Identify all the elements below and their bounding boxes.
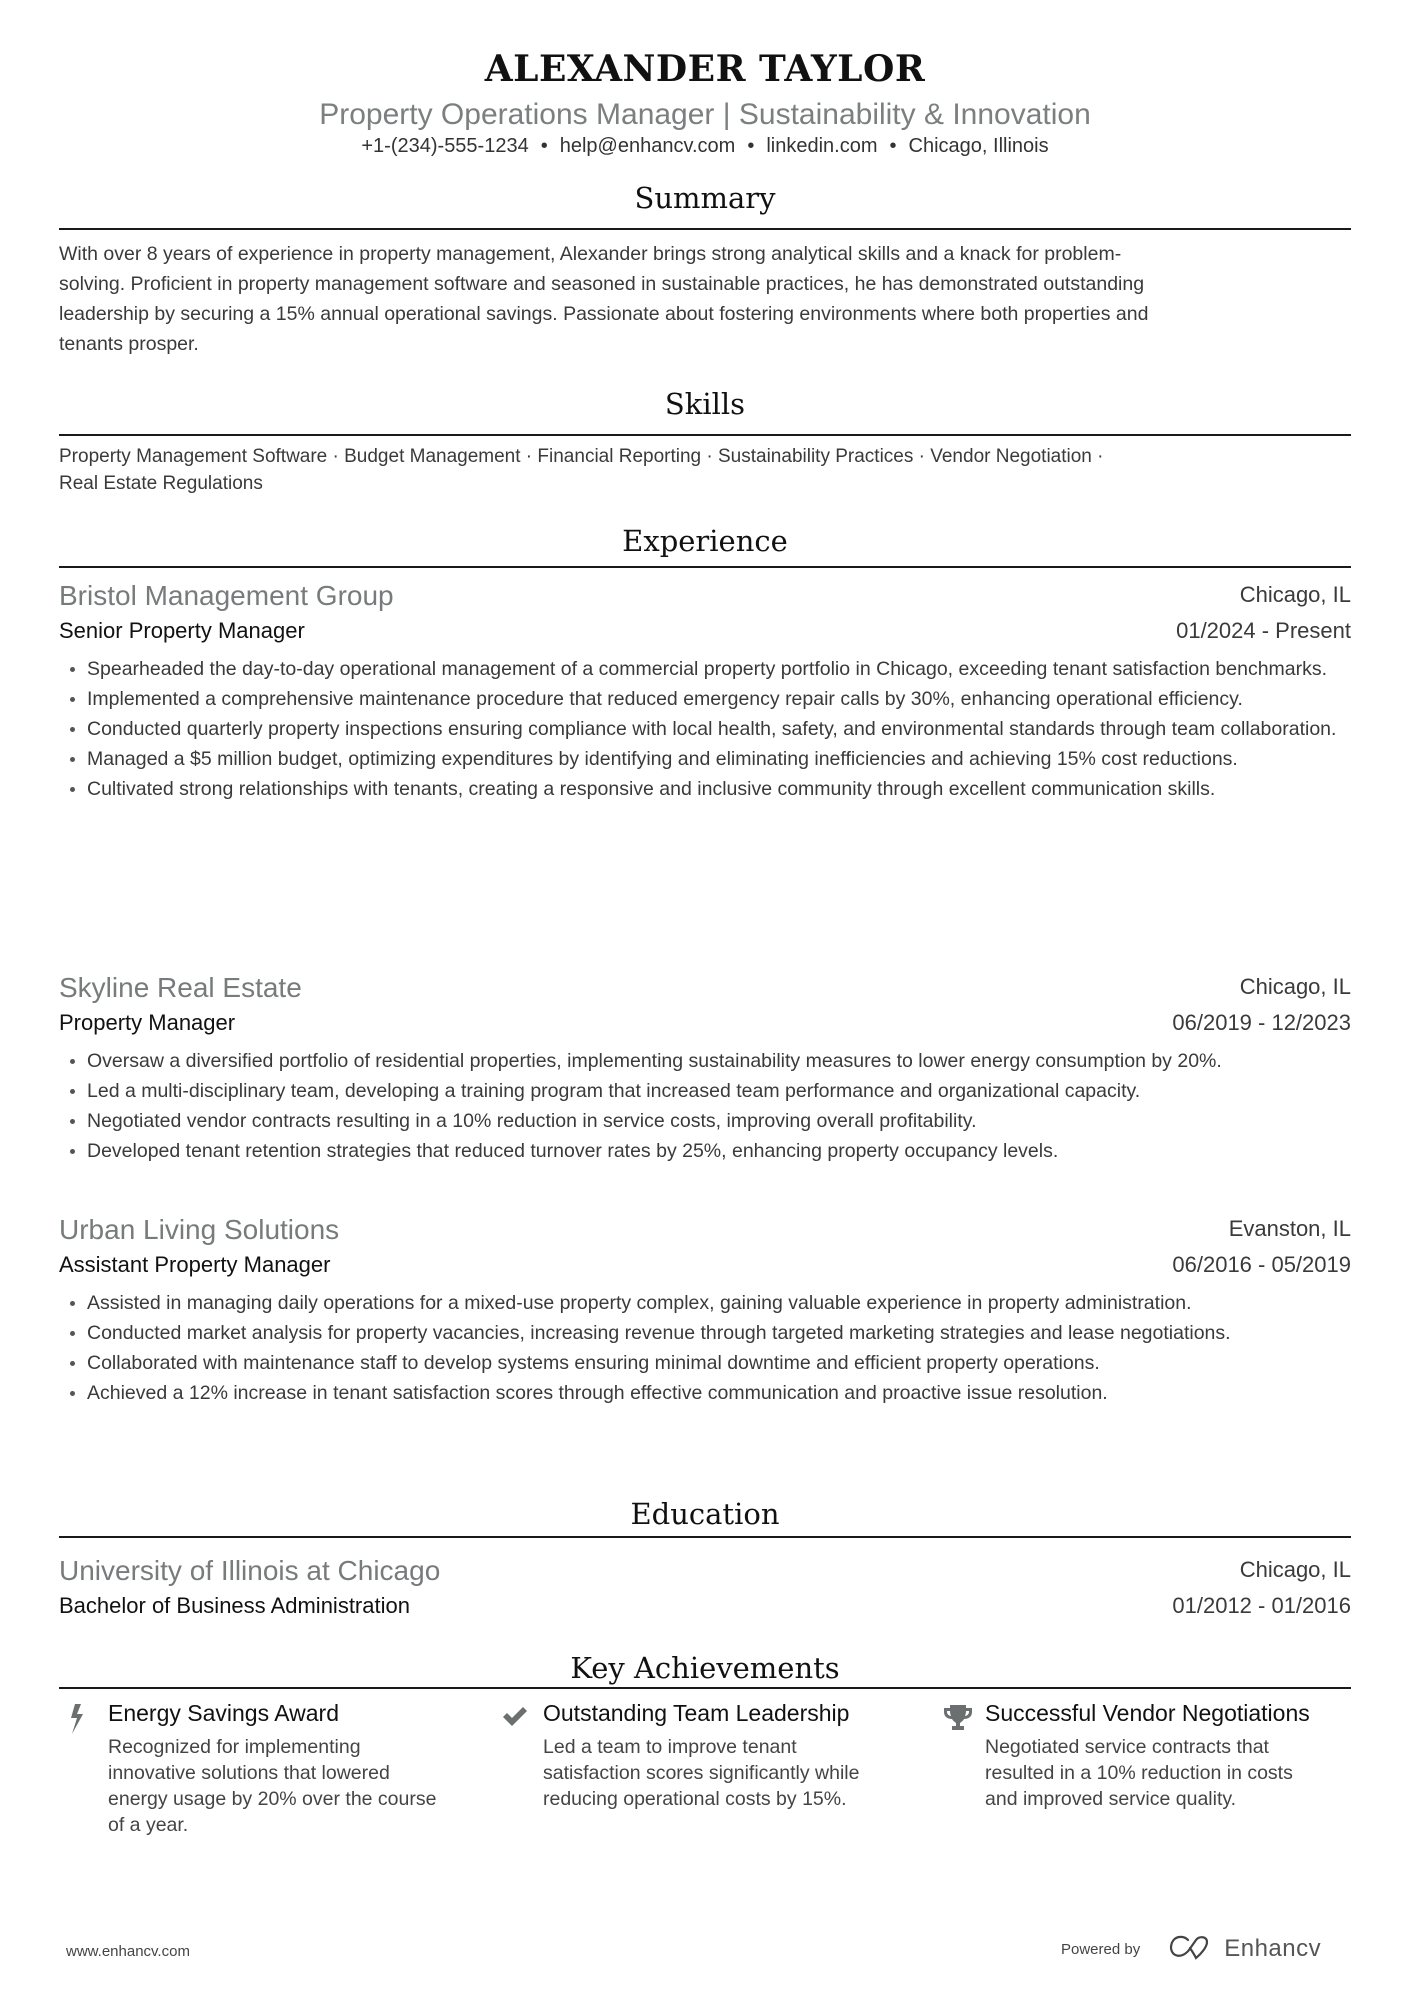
achievement-title: Outstanding Team Leadership bbox=[543, 1700, 850, 1726]
bullet-item: Managed a $5 million budget, optimizing expenditures by identifying and eliminating inefficiencies and achieving 15% cost reductions. bbox=[59, 744, 1351, 774]
bullet-item: Negotiated vendor contracts resulting in a 10% reduction in service costs, improving overall profitability. bbox=[59, 1106, 1351, 1136]
bullet-dot-icon bbox=[70, 787, 75, 792]
degree: Bachelor of Business Administration bbox=[59, 1593, 410, 1618]
separator: • bbox=[747, 135, 755, 157]
lightning-bolt-icon bbox=[66, 1704, 94, 1732]
bullet-dot-icon bbox=[70, 1149, 75, 1154]
bullet-item: Oversaw a diversified portfolio of residential properties, implementing sustainability measures to lower energy consumption by 20%. bbox=[59, 1046, 1351, 1076]
skills-list bbox=[59, 443, 1351, 497]
section-title-experience: Experience bbox=[622, 524, 788, 558]
bullet-item: Conducted market analysis for property vacancies, increasing revenue through targeted marketing strategies and lease negotiations. bbox=[59, 1318, 1351, 1348]
headline: Property Operations Manager | Sustainability & Innovation bbox=[319, 98, 1091, 131]
separator: • bbox=[889, 135, 897, 157]
bullet-dot-icon bbox=[70, 1391, 75, 1396]
section-divider bbox=[59, 566, 1351, 568]
company-name: Skyline Real Estate bbox=[59, 972, 302, 1003]
bullet-item: Achieved a 12% increase in tenant satisfaction scores through effective communication and proactive issue resolution. bbox=[59, 1378, 1351, 1408]
experience-entry bbox=[59, 1214, 1351, 1408]
footer-website-link[interactable]: www.enhancv.com bbox=[66, 1943, 190, 1960]
job-location: Chicago, IL bbox=[1239, 582, 1351, 607]
job-title: Assistant Property Manager bbox=[59, 1252, 331, 1277]
bullet-dot-icon bbox=[70, 757, 75, 762]
achievement-description: Recognized for implementing innovative solutions that lowered energy usage by 20% over the course of a year. bbox=[108, 1736, 437, 1836]
job-dates: 06/2019 - 12/2023 bbox=[1172, 1010, 1351, 1035]
trophy-icon bbox=[943, 1704, 971, 1732]
education-entry bbox=[59, 1555, 1351, 1625]
bullet-dot-icon bbox=[70, 1089, 75, 1094]
experience-entry bbox=[59, 972, 1351, 1166]
summary-line: solving. Proficient in property management software and seasoned in sustainable practices, he has demonstrated outstanding bbox=[59, 273, 1145, 295]
section-title-achievements: Key Achievements bbox=[570, 1651, 840, 1685]
bullet-item: Implemented a comprehensive maintenance procedure that reduced emergency repair calls by 30%, enhancing operational efficiency. bbox=[59, 684, 1351, 714]
contact-line bbox=[59, 135, 1351, 158]
candidate-name: ALEXANDER TAYLOR bbox=[484, 48, 926, 90]
section-title-summary: Summary bbox=[634, 181, 776, 215]
bullet-dot-icon bbox=[70, 697, 75, 702]
achievement-title: Successful Vendor Negotiations bbox=[985, 1700, 1310, 1726]
powered-by-label: Powered by bbox=[1061, 1940, 1141, 1958]
company-name: Bristol Management Group bbox=[59, 580, 394, 611]
linkedin-link[interactable]: linkedin.com bbox=[766, 135, 878, 157]
summary-line: leadership by securing a 15% annual operational savings. Passionate about fostering environments where both properties and bbox=[59, 303, 1149, 325]
achievement-title: Energy Savings Award bbox=[108, 1700, 339, 1726]
skills-line: Real Estate Regulations bbox=[59, 473, 263, 494]
bullet-item: Conducted quarterly property inspections ensuring compliance with local health, safety, and environmental standards through team collaboration. bbox=[59, 714, 1351, 744]
bullet-dot-icon bbox=[70, 1331, 75, 1336]
job-dates: 06/2016 - 05/2019 bbox=[1172, 1252, 1351, 1277]
section-divider bbox=[59, 1536, 1351, 1538]
experience-entry bbox=[59, 580, 1351, 804]
job-title: Senior Property Manager bbox=[59, 618, 305, 643]
section-divider bbox=[59, 228, 1351, 230]
job-dates: 01/2024 - Present bbox=[1176, 618, 1351, 643]
job-title: Property Manager bbox=[59, 1010, 236, 1035]
bullet-item: Cultivated strong relationships with tenants, creating a responsive and inclusive community through excellent communication skills. bbox=[59, 774, 1351, 804]
bullet-item: Assisted in managing daily operations for a mixed-use property complex, gaining valuable experience in property administration. bbox=[59, 1288, 1351, 1318]
job-location: Chicago, IL bbox=[1239, 974, 1351, 999]
bullet-dot-icon bbox=[70, 1119, 75, 1124]
enhancv-brand: Enhancv bbox=[1224, 1935, 1322, 1962]
job-bullets bbox=[59, 654, 1351, 804]
bullet-dot-icon bbox=[70, 1361, 75, 1366]
achievement-description: Negotiated service contracts that resulted in a 10% reduction in costs and improved service quality. bbox=[985, 1736, 1293, 1810]
bullet-dot-icon bbox=[70, 1059, 75, 1064]
job-bullets bbox=[59, 1288, 1351, 1408]
section-divider bbox=[59, 1687, 1351, 1689]
school-location: Chicago, IL bbox=[1239, 1557, 1351, 1582]
achievement-description: Led a team to improve tenant satisfaction scores significantly while reducing operational costs by 15%. bbox=[543, 1736, 860, 1810]
summary-line: With over 8 years of experience in property management, Alexander brings strong analytical skills and a knack for problem- bbox=[59, 243, 1122, 265]
phone: +1-(234)-555-1234 bbox=[361, 135, 529, 157]
bullet-item: Led a multi-disciplinary team, developing a training program that increased team performance and organizational capacity. bbox=[59, 1076, 1351, 1106]
location: Chicago, Illinois bbox=[908, 135, 1049, 157]
email-link[interactable]: help@enhancv.com bbox=[559, 135, 736, 157]
summary-text bbox=[59, 239, 1351, 359]
enhancv-logo-icon bbox=[1168, 1934, 1214, 1965]
bullet-item: Spearheaded the day-to-day operational management of a commercial property portfolio in Chicago, exceeding tenant satisfaction benchmarks. bbox=[59, 654, 1351, 684]
bullet-item: Developed tenant retention strategies that reduced turnover rates by 25%, enhancing property occupancy levels. bbox=[59, 1136, 1351, 1166]
separator: • bbox=[540, 135, 548, 157]
bullet-dot-icon bbox=[70, 667, 75, 672]
job-location: Evanston, IL bbox=[1228, 1216, 1351, 1241]
job-bullets bbox=[59, 1046, 1351, 1166]
summary-line: tenants prosper. bbox=[59, 333, 199, 355]
company-name: Urban Living Solutions bbox=[59, 1214, 340, 1245]
section-title-skills: Skills bbox=[664, 387, 746, 421]
section-divider bbox=[59, 434, 1351, 436]
powered-by bbox=[1061, 1934, 1321, 1964]
bullet-dot-icon bbox=[70, 727, 75, 732]
bullet-dot-icon bbox=[70, 1301, 75, 1306]
section-title-education: Education bbox=[630, 1497, 780, 1531]
bullet-item: Collaborated with maintenance staff to develop systems ensuring minimal downtime and efficient property operations. bbox=[59, 1348, 1351, 1378]
education-dates: 01/2012 - 01/2016 bbox=[1172, 1593, 1351, 1618]
checkmark-icon bbox=[501, 1704, 529, 1732]
skills-line: Property Management Software · Budget Management · Financial Reporting · Sustainability Practices · Vendor Negotiation · bbox=[59, 446, 1104, 467]
school-name: University of Illinois at Chicago bbox=[59, 1555, 441, 1586]
